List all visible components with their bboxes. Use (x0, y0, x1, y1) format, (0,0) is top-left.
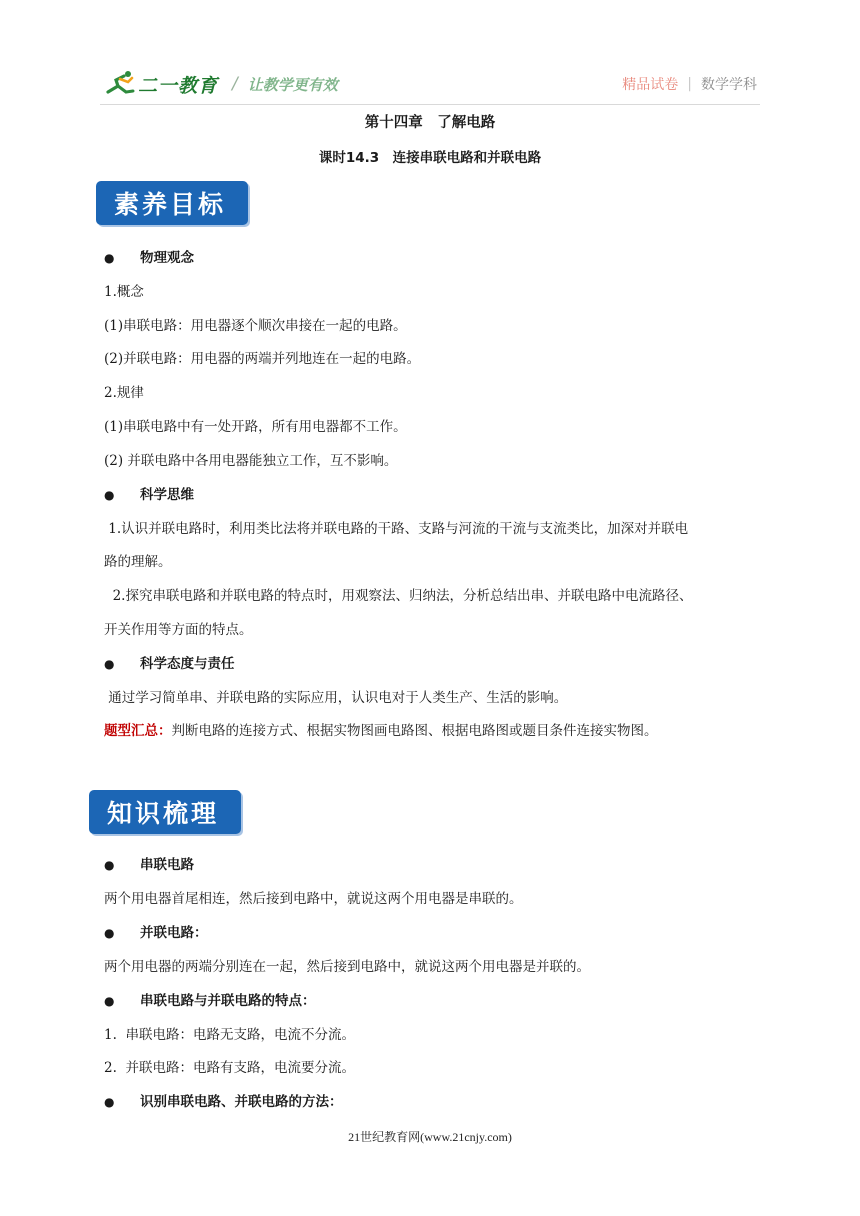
bullet-icon: ● (104, 657, 115, 671)
bullet-icon: ● (104, 926, 115, 940)
parallel-text: 两个用电器的两端分别连在一起，然后接到电路中，就说这两个用电器是并联的。 (104, 959, 590, 975)
bullet-heading-physics: ● 物理观念 (104, 250, 194, 266)
law-parallel: (2) 并联电路中各用电器能独立工作，互不影响。 (104, 453, 398, 469)
bullet-heading-series: ● 串联电路 (104, 857, 194, 873)
thinking-1-line1: 1.认识并联电路时，利用类比法将并联电路的干路、支路与河流的干流与支流类比，加深对并联电 (104, 521, 689, 537)
concept-series: (1)串联电路：用电器逐个顺次串接在一起的电路。 (104, 318, 407, 334)
bullet-icon: ● (104, 1095, 115, 1109)
header-separator: | (687, 76, 692, 92)
header-subject: 数学学科 (701, 77, 757, 93)
concept-heading: 1.概念 (104, 284, 144, 300)
attitude-text: 通过学习简单串、并联电路的实际应用，认识电对于人类生产、生活的影响。 (104, 690, 568, 706)
logo-slogan: 让教学更有效 (247, 75, 338, 94)
bullet-heading-thinking: ● 科学思维 (104, 487, 194, 503)
summary-line (104, 719, 658, 739)
bullet-icon: ● (104, 858, 115, 872)
page-footer: 21世纪教育网(www.21cnjy.com) (348, 1130, 512, 1144)
summary-text: 判断电路的连接方式、根据实物图画电路图、根据电路图或题目条件连接实物图。 (171, 723, 658, 739)
law-heading: 2.规律 (104, 385, 144, 401)
header-tag: 精品试卷 (622, 77, 679, 93)
bullet-heading-method: ● 识别串联电路、并联电路的方法： (104, 1094, 343, 1110)
bullet-heading-features: ● 串联电路与并联电路的特点： (104, 993, 316, 1009)
bullet-icon: ● (104, 251, 115, 265)
section-banner-knowledge: 知识梳理 (89, 790, 241, 834)
bullet-heading-attitude: ● 科学态度与责任 (104, 656, 235, 672)
law-series: (1)串联电路中有一处开路，所有用电器都不工作。 (104, 419, 407, 435)
header-right (622, 74, 757, 94)
bullet-icon: ● (104, 994, 115, 1008)
feature-parallel: 2. 并联电路：电路有支路，电流要分流。 (104, 1060, 355, 1076)
logo-separator: / (232, 74, 238, 94)
bullet-icon: ● (104, 488, 115, 502)
summary-label: 题型汇总： (104, 723, 172, 739)
brand-logo (106, 68, 338, 100)
concept-parallel: (2)并联电路：用电器的两端并列地连在一起的电路。 (104, 351, 421, 367)
thinking-1-line2: 路的理解。 (104, 554, 172, 570)
bullet-heading-parallel: ● 并联电路： (104, 925, 208, 941)
logo-text: 二一教育 (138, 74, 219, 97)
thinking-2-line1: 2.探究串联电路和并联电路的特点时，用观察法、归纳法，分析总结出串、并联电路中电流路径、 (104, 588, 693, 604)
runner-logo-icon (106, 70, 136, 98)
thinking-2-line2: 开关作用等方面的特点。 (104, 622, 253, 638)
feature-series: 1. 串联电路：电路无支路，电流不分流。 (104, 1027, 355, 1043)
chapter-title: 第十四章 了解电路 (364, 115, 496, 131)
series-text: 两个用电器首尾相连，然后接到电路中，就说这两个用电器是串联的。 (104, 891, 523, 907)
section-banner-goals: 素养目标 (96, 181, 248, 225)
lesson-title: 课时14.3 连接串联电路和并联电路 (318, 150, 542, 166)
header-divider (100, 104, 760, 105)
